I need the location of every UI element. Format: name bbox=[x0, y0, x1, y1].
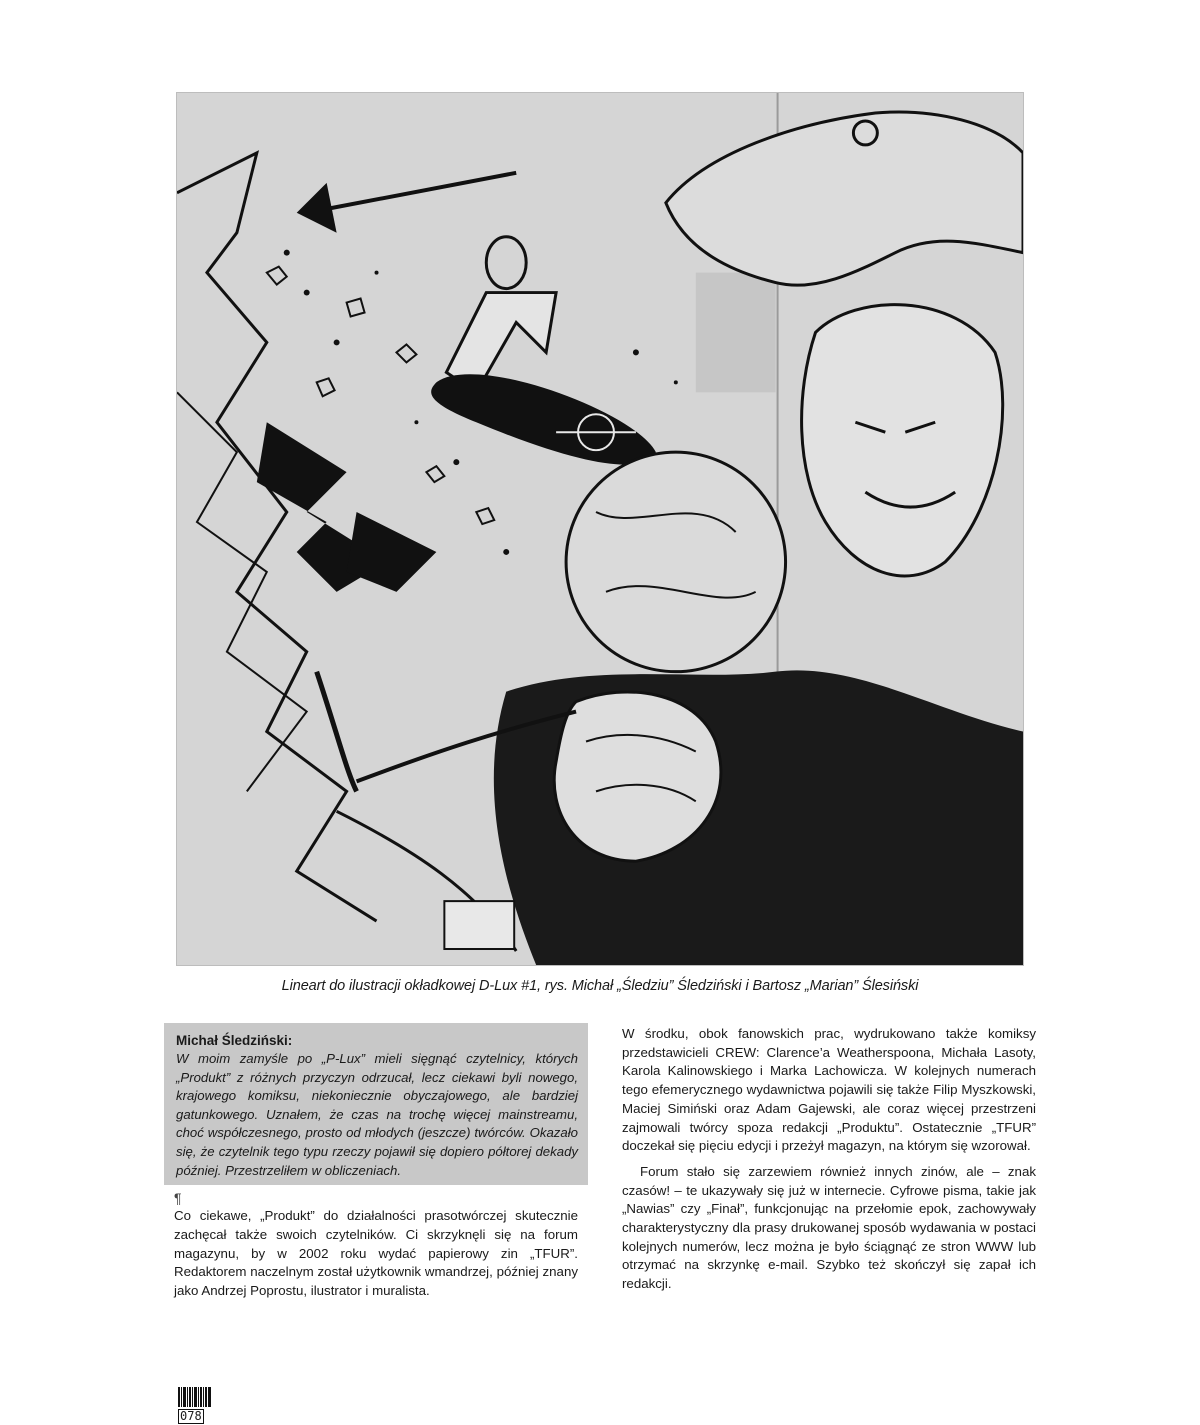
barcode-icon bbox=[178, 1387, 216, 1407]
quote-author: Michał Śledziński: bbox=[176, 1033, 293, 1048]
right-column-paragraph-1: W środku, obok fanowskich prac, wydrukowano także komiksy przedstawicieli CREW: Clarence’a Weatherspoona, Michała Lasoty, Karola Kalinowskiego i Marka Lachowicza. W kolejnych numerach tego efemerycznego wydawnictwa pojawili się także Filip Myszkowski, Maciej Simiński oraz Adam Gajewski, ale coraz więcej przestrzeni zajmowali twórcy spoza redakcji „Produktu”. Ostatecznie „TFUR” doczekał się pięciu edycji i przeżył magazyn, na którym się wzorował. bbox=[622, 1026, 1036, 1154]
illustration-drawing bbox=[177, 93, 1023, 965]
page-number-block bbox=[178, 1387, 216, 1421]
page-number: 078 bbox=[180, 1409, 202, 1423]
quote-text: W moim zamyśle po „P-Lux” mieli sięgnąć czytelnicy, których „Produkt” z różnych przyczyn odrzucał, lecz ciekawi byli nowego, krajowego komiksu, niekoniecznie obyczajowego, ale bardziej gatunkowego. Uznałem, że czas na trochę więcej mainstreamu, choć współczesnego, prosto od młodych (jeszcze) twórców. Okazało się, że czytelnik tego typu rzeczy pojawił się dopiero półtorej dekady później. Przestrzeliłem w obliczeniach. bbox=[176, 1051, 578, 1178]
cover-lineart-illustration bbox=[176, 92, 1024, 966]
left-column-paragraph: Co ciekawe, „Produkt” do działalności prasotwórczej skutecznie zachęcał także swoich czytelników. Ci skrzyknęli się na forum magazynu, by w 2002 roku wydać papierowy zin „TFUR”. Redaktorem naczelnym został użytkownik wmandrzej, później znany jako Andrzej Poprostu, ilustrator i muralista. bbox=[174, 1208, 578, 1299]
quote-box bbox=[164, 1023, 588, 1185]
figure-caption: Lineart do ilustracji okładkowej D-Lux #1, rys. Michał „Śledziu” Śledziński i Bartosz „Marian” Ślesiński bbox=[281, 978, 919, 994]
right-column-paragraph-2: Forum stało się zarzewiem również innych zinów, ale – znak czasów! – te ukazywały się już w internecie. Cyfrowe pisma, takie jak „Nawias” czy „Finał”, funkcjonując na przełomie epok, zachowywały charakterystyczny dla prasy drukowanej sposób wydawania w postaci kolejnych numerów, lecz można je było ściągnąć ze stron WWW lub otrzymać na skrzynkę e-mail. Szybko też skończył się zapał ich redakcji. bbox=[622, 1163, 1036, 1292]
right-column bbox=[622, 1025, 1036, 1294]
paragraph-mark: ¶ bbox=[174, 1190, 182, 1206]
